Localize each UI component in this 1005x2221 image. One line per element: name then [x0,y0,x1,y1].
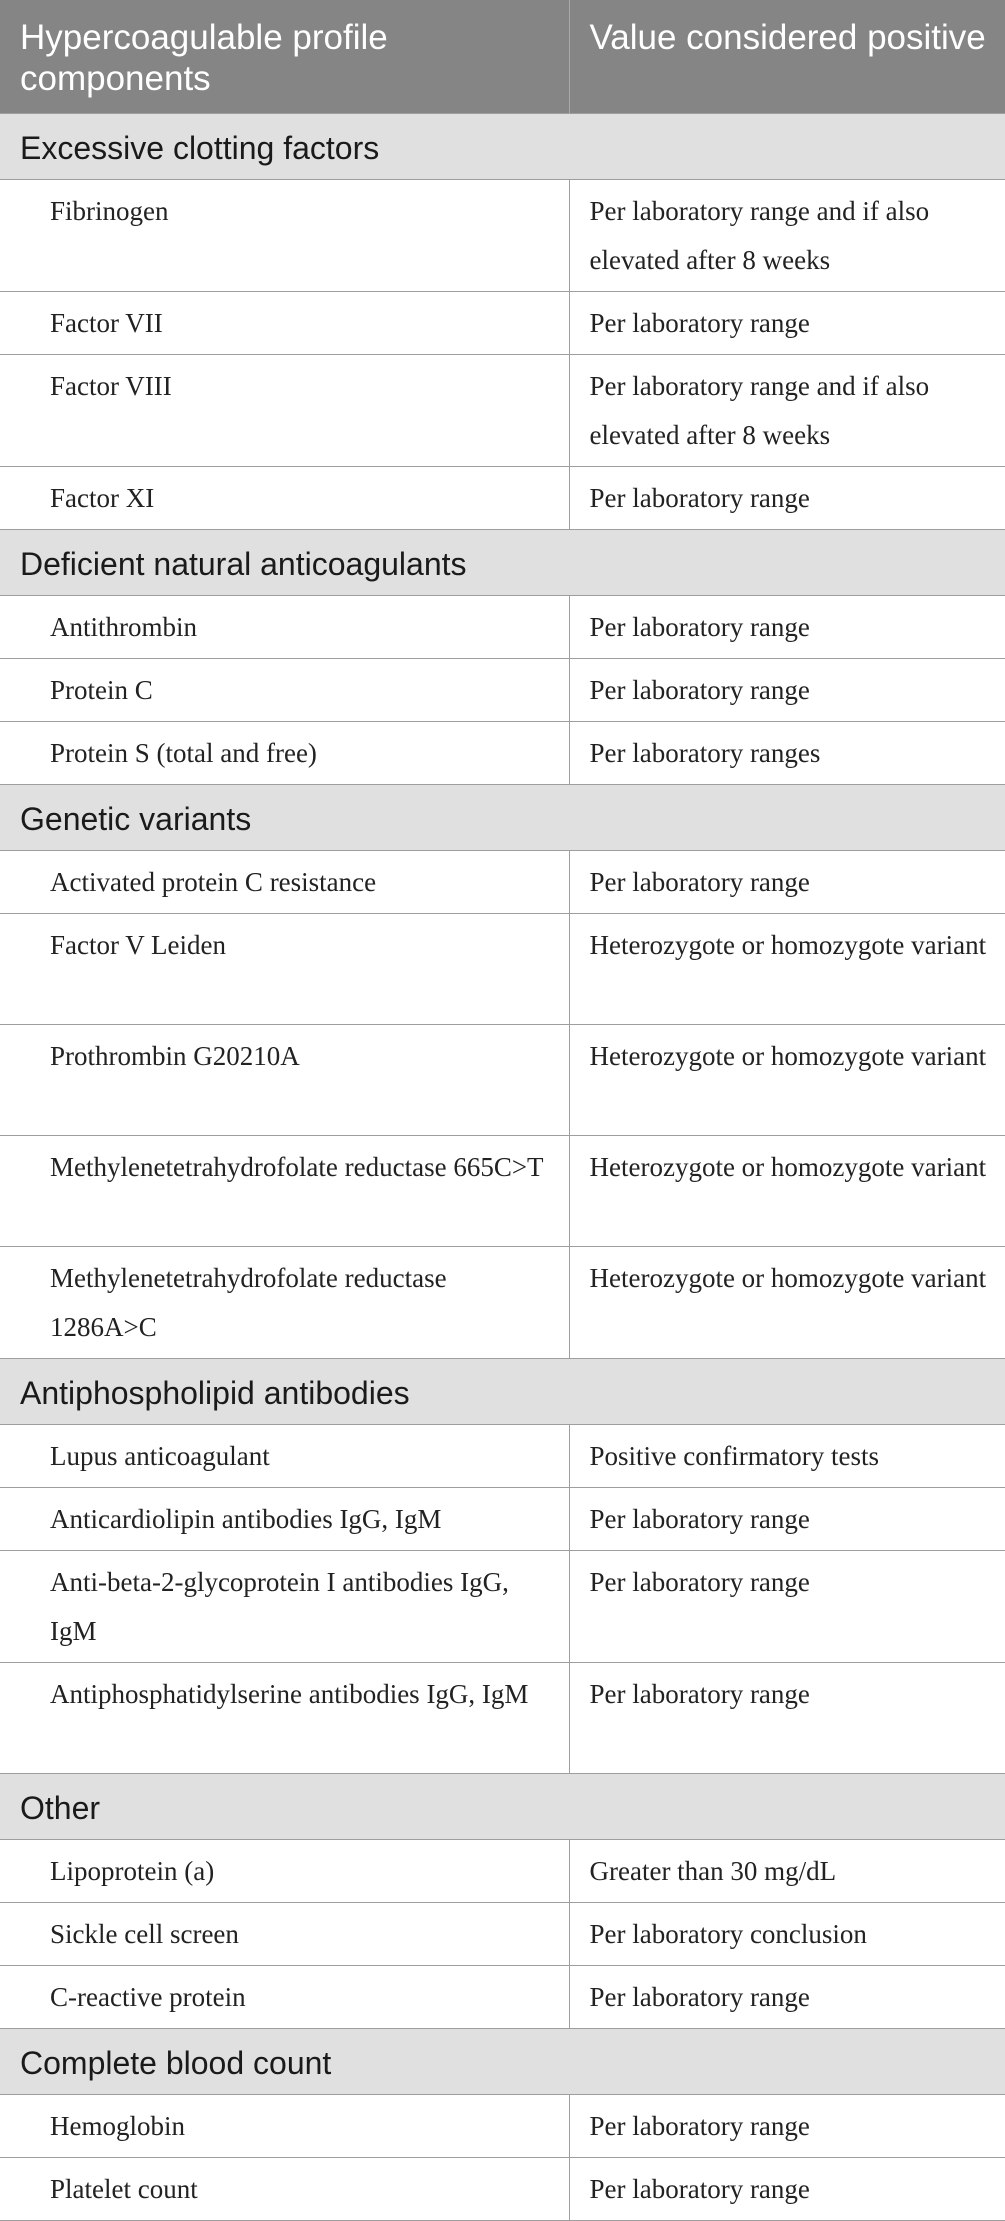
component-cell: Protein S (total and free) [0,722,569,785]
header-components: Hypercoagulable profile components [0,0,569,114]
component-cell: Hemoglobin [0,2095,569,2158]
section-title: Excessive clotting factors [0,114,1005,180]
section-title: Other [0,1774,1005,1840]
value-cell: Greater than 30 mg/dL [569,1840,1005,1903]
component-cell: Anti-beta-2-glycoprotein I antibodies IgG, IgM [0,1551,569,1663]
table-row [0,1425,1005,1488]
component-cell: Lupus anticoagulant [0,1425,569,1488]
table-row [0,2158,1005,2221]
component-cell: C-reactive protein [0,1966,569,2029]
value-cell: Per laboratory range [569,2095,1005,2158]
component-cell: Sickle cell screen [0,1903,569,1966]
section-title: Complete blood count [0,2029,1005,2095]
table-row [0,1551,1005,1663]
section-row [0,1774,1005,1840]
value-cell: Per laboratory range [569,2158,1005,2221]
table-row [0,2095,1005,2158]
table-row [0,596,1005,659]
value-cell: Per laboratory range [569,467,1005,530]
table-row [0,1966,1005,2029]
component-cell: Platelet count [0,2158,569,2221]
component-cell: Antithrombin [0,596,569,659]
component-cell: Antiphosphatidylserine antibodies IgG, IgM [0,1663,569,1774]
value-cell: Heterozygote or homozygote variant [569,1025,1005,1136]
component-cell: Prothrombin G20210A [0,1025,569,1136]
header-value: Value considered positive [569,0,1005,114]
value-cell: Per laboratory range and if also elevated after 8 weeks [569,180,1005,292]
table-row [0,722,1005,785]
section-row [0,114,1005,180]
table-row [0,659,1005,722]
section-row [0,2029,1005,2095]
section-title: Genetic variants [0,785,1005,851]
table-row [0,1136,1005,1247]
table-row [0,292,1005,355]
section-row [0,785,1005,851]
component-cell: Factor VIII [0,355,569,467]
table-row [0,914,1005,1025]
value-cell: Per laboratory range [569,1488,1005,1551]
table-row [0,1247,1005,1359]
value-cell: Per laboratory range [569,659,1005,722]
value-cell: Heterozygote or homozygote variant [569,914,1005,1025]
component-cell: Fibrinogen [0,180,569,292]
value-cell: Per laboratory conclusion [569,1903,1005,1966]
table-row [0,1025,1005,1136]
section-row [0,1359,1005,1425]
table-row [0,467,1005,530]
section-title: Deficient natural anticoagulants [0,530,1005,596]
value-cell: Positive confirmatory tests [569,1425,1005,1488]
header-row [0,0,1005,114]
value-cell: Heterozygote or homozygote variant [569,1247,1005,1359]
value-cell: Heterozygote or homozygote variant [569,1136,1005,1247]
component-cell: Lipoprotein (a) [0,1840,569,1903]
value-cell: Per laboratory range [569,1966,1005,2029]
table-row [0,851,1005,914]
table-row [0,355,1005,467]
component-cell: Protein C [0,659,569,722]
component-cell: Factor XI [0,467,569,530]
component-cell: Methylenetetrahydrofolate reductase 665C>T [0,1136,569,1247]
component-cell: Activated protein C resistance [0,851,569,914]
value-cell: Per laboratory ranges [569,722,1005,785]
table-row [0,1903,1005,1966]
value-cell: Per laboratory range [569,596,1005,659]
table-row [0,1663,1005,1774]
value-cell: Per laboratory range and if also elevated after 8 weeks [569,355,1005,467]
component-cell: Factor V Leiden [0,914,569,1025]
value-cell: Per laboratory range [569,1663,1005,1774]
section-title: Antiphospholipid antibodies [0,1359,1005,1425]
component-cell: Methylenetetrahydrofolate reductase 1286A>C [0,1247,569,1359]
component-cell: Factor VII [0,292,569,355]
table-row [0,1488,1005,1551]
section-row [0,530,1005,596]
component-cell: Anticardiolipin antibodies IgG, IgM [0,1488,569,1551]
table-row [0,1840,1005,1903]
value-cell: Per laboratory range [569,851,1005,914]
value-cell: Per laboratory range [569,1551,1005,1663]
table-row [0,180,1005,292]
value-cell: Per laboratory range [569,292,1005,355]
